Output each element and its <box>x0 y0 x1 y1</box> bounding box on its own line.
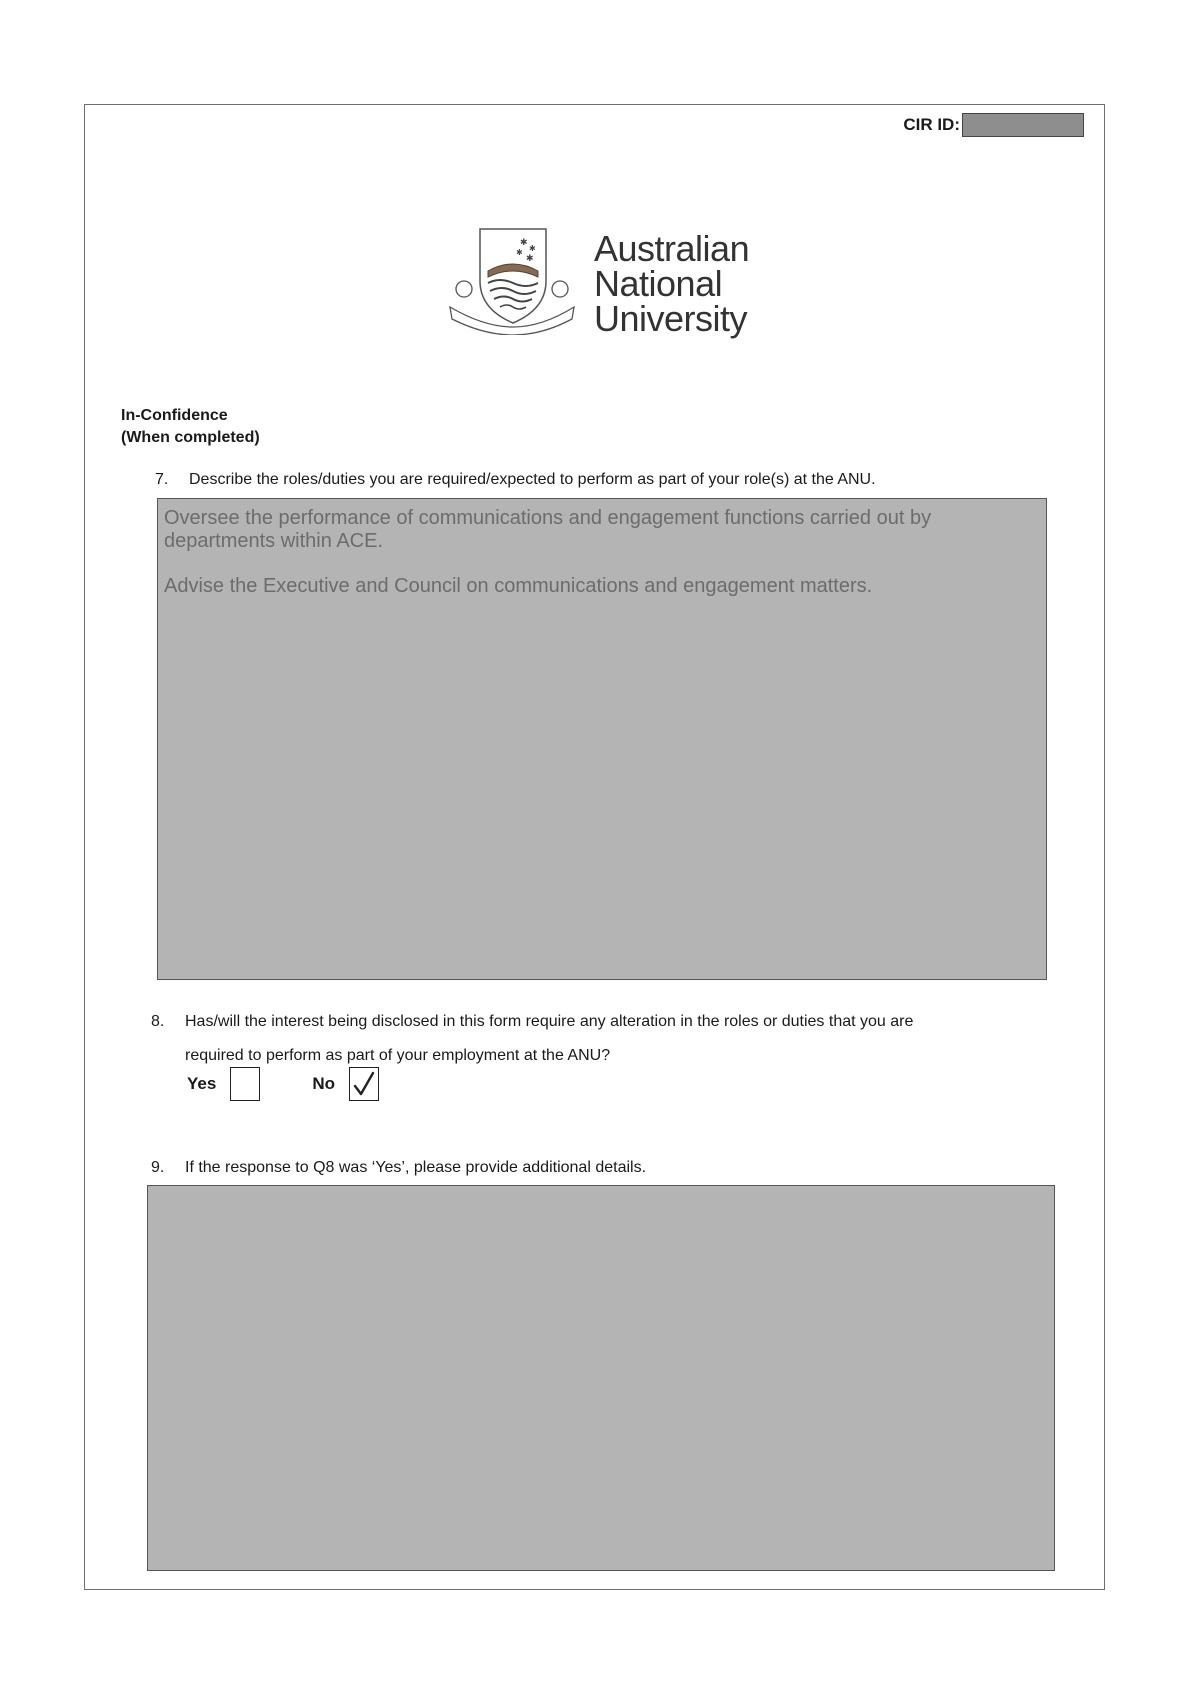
question-7-number: 7. <box>155 471 169 488</box>
cir-id-label: CIR ID: <box>903 115 960 134</box>
anu-wordmark <box>594 228 750 339</box>
logo-line-2: National <box>594 263 723 304</box>
logo-line-1: Australian <box>594 228 750 269</box>
question-9-number: 9. <box>151 1159 165 1176</box>
question-7-answer-box[interactable] <box>157 498 1047 980</box>
anu-logo <box>444 223 750 339</box>
svg-text:✱: ✱ <box>520 238 528 248</box>
cir-id-redacted-box <box>962 113 1084 137</box>
question-8-options <box>187 1067 379 1101</box>
yes-label: Yes <box>187 1074 217 1093</box>
question-7 <box>155 471 876 489</box>
svg-text:✱: ✱ <box>516 248 523 257</box>
question-8-number: 8. <box>151 1013 165 1030</box>
question-9 <box>151 1159 646 1177</box>
checkmark-icon <box>353 1071 375 1097</box>
question-9-text: If the response to Q8 was ‘Yes’, please provide additional details. <box>185 1159 647 1176</box>
confidentiality-line-1: In-Confidence <box>121 407 228 424</box>
question-8-text-line-2: required to perform as part of your employment at the ANU? <box>185 1047 611 1064</box>
logo-line-3: University <box>594 298 748 339</box>
question-9-answer-box[interactable] <box>147 1185 1055 1571</box>
confidentiality-notice <box>121 405 260 449</box>
question-7-answer-paragraph-2: Advise the Executive and Council on communications and engagement matters. <box>164 575 873 597</box>
svg-text:✱: ✱ <box>529 244 536 253</box>
confidentiality-line-2: (When completed) <box>121 429 260 446</box>
no-checkbox[interactable] <box>349 1067 379 1101</box>
question-7-text: Describe the roles/duties you are required/expected to perform as part of your role(s) at the ANU. <box>189 471 876 488</box>
question-8 <box>151 1005 913 1073</box>
yes-checkbox[interactable] <box>230 1067 260 1101</box>
cir-id-field <box>903 113 1084 137</box>
form-frame <box>84 104 1105 1590</box>
svg-text:✱: ✱ <box>526 254 534 264</box>
anu-crest-icon <box>444 223 580 335</box>
question-7-answer-paragraph-1: Oversee the performance of communications and engagement functions carried out by departments within ACE. <box>164 507 932 552</box>
no-label: No <box>312 1074 335 1093</box>
question-8-text-line-1: Has/will the interest being disclosed in this form require any alteration in the roles or duties that you are <box>185 1013 914 1030</box>
